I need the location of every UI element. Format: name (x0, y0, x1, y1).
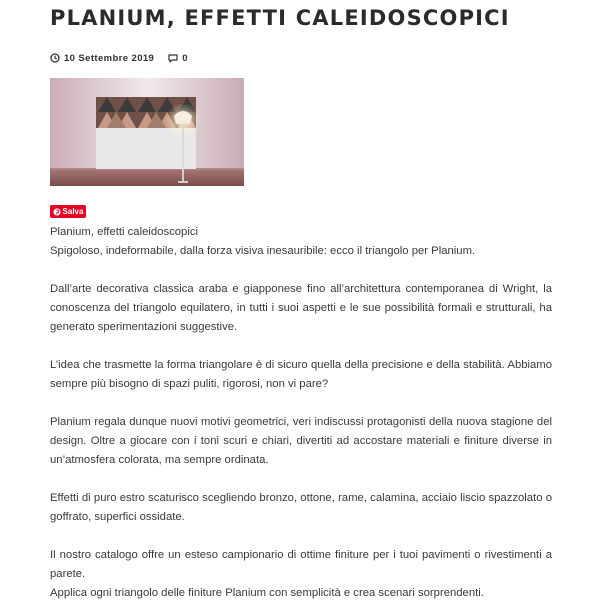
content-paragraph: Effetti di puro estro scaturisco scegliendo bronzo, ottone, rame, calamina, acciaio liscio spazzolato o goffrato, superfici ossidate. (50, 492, 552, 523)
content-paragraph: Dall’arte decorativa classica araba e giapponese fino all’architettura contemporanea di Wright, la conoscenza del triangolo equilatero, in tutti i suoi aspetti e le sue possibilità formali e strutturali, ha generato sperimentazioni suggestive. (50, 283, 552, 333)
content-paragraph: Applica ogni triangolo delle finiture Planium con semplicità e crea scenari sorprendenti. (50, 587, 484, 599)
clock-icon (50, 53, 60, 63)
post-meta (50, 51, 188, 65)
comments-icon (168, 53, 178, 63)
content-paragraph: Planium regala dunque nuovi motivi geometrici, veri indiscussi protagonisti della nuova stagione del design. Oltre a giocare con i toni scuri e chiari, divertiti ad accostare materiali e finiture diverse in un’atmosfera colorata, ma sempre ordinata. (50, 416, 552, 466)
post-date[interactable]: 10 Settembre 2019 (64, 52, 155, 64)
content-paragraph: Il nostro catalogo offre un esteso campionario di ottime finiture per i tuoi pavimenti o rivestimenti a parete. (50, 549, 552, 580)
post-content (50, 223, 552, 603)
content-paragraph: L’idea che trasmette la forma triangolare è di sicuro quella della precisione e della stabilità. Abbiamo sempre più bisogno di spazi puliti, rigorosi, non vi pare? (50, 359, 552, 390)
pinterest-icon (53, 208, 61, 216)
content-lead-title: Planium, effetti caleidoscopici (50, 226, 198, 238)
pinterest-save-button[interactable] (50, 205, 86, 218)
featured-image[interactable] (50, 78, 244, 186)
save-label: Salva (62, 207, 84, 216)
content-lead-subtitle: Spigoloso, indeformabile, dalla forza visiva inesauribile: ecco il triangolo per Planium. (50, 245, 476, 257)
post-title: PLANIUM, EFFETTI CALEIDOSCOPICI (50, 6, 510, 30)
comments-count[interactable]: 0 (182, 52, 188, 64)
